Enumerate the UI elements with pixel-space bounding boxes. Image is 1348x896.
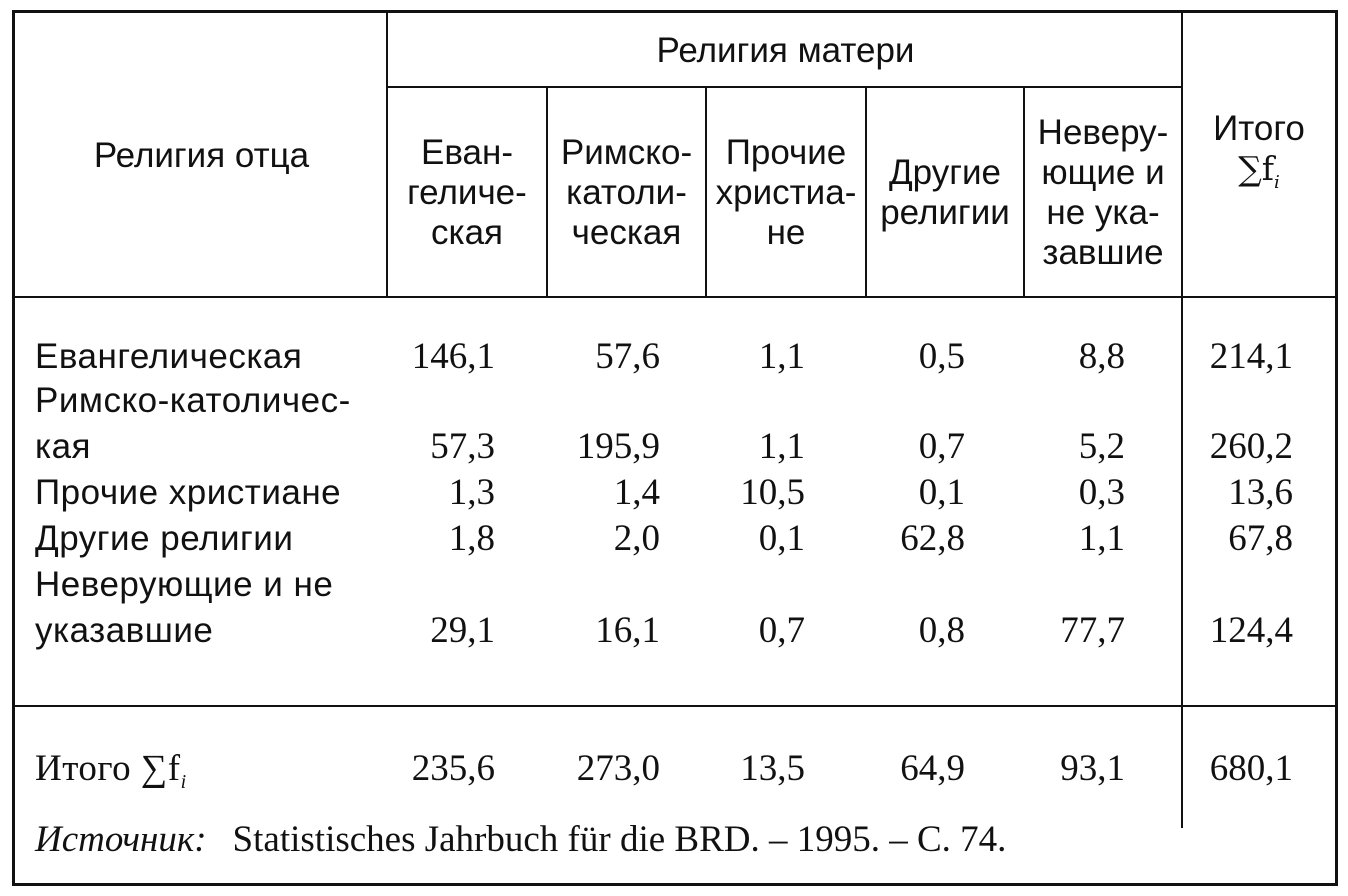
column-header-nonbelievers	[1025, 88, 1181, 298]
table-row	[15, 335, 1335, 379]
sigma-symbol	[1238, 149, 1280, 203]
column-header-other-christians-text: Прочие христиа- не	[715, 133, 857, 252]
row-label: Римско-католичес-	[35, 381, 351, 420]
table-cell: 62,8	[900, 518, 965, 559]
table-cell: 29,1	[430, 610, 495, 651]
sigma-subscript: i	[1274, 171, 1280, 193]
table-cell: 13,6	[1228, 472, 1293, 513]
column-header-catholic-text: Римско- католи- ческая	[560, 133, 693, 252]
table-cell: 0,5	[918, 336, 965, 377]
total-row-label-text: Итого ∑f	[35, 748, 181, 789]
table-row-label-line	[15, 379, 1335, 423]
column-header-nonbelievers-text: Неверу- ющие и не ука- завшие	[1037, 113, 1169, 272]
total-cell: 273,0	[576, 748, 660, 789]
total-row-label	[35, 747, 187, 804]
table-cell: 1,1	[1078, 518, 1125, 559]
table-row	[15, 425, 1335, 469]
table-cell: 57,6	[595, 336, 660, 377]
religion-table	[12, 10, 1338, 886]
table-cell: 260,2	[1209, 426, 1293, 467]
table-cell: 1,1	[758, 336, 805, 377]
table-cell: 8,8	[1078, 336, 1125, 377]
table-cell: 2,0	[613, 518, 660, 559]
table-cell: 16,1	[595, 610, 660, 651]
father-religion-header	[15, 13, 388, 298]
total-row	[15, 747, 1335, 791]
row-label-continued: указавшие	[35, 611, 214, 650]
table-cell: 146,1	[411, 336, 495, 377]
column-header-other-religions-text: Другие религии	[880, 153, 1010, 232]
total-cell: 680,1	[1209, 748, 1293, 789]
table-cell: 0,7	[918, 426, 965, 467]
table-cell: 1,3	[448, 472, 495, 513]
total-cell: 64,9	[900, 748, 965, 789]
table-cell: 0,3	[1078, 472, 1125, 513]
father-religion-header-text: Религия отца	[93, 135, 310, 175]
total-cell: 235,6	[411, 748, 495, 789]
table-cell: 0,8	[918, 610, 965, 651]
row-label: Евангелическая	[35, 337, 303, 376]
table-cell: 0,1	[918, 472, 965, 513]
table-cell: 1,4	[613, 472, 660, 513]
mother-religion-header	[388, 13, 1183, 88]
column-header-other-christians	[707, 88, 865, 298]
table-cell: 1,1	[758, 426, 805, 467]
table-cell: 214,1	[1209, 336, 1293, 377]
row-label: Прочие христиане	[35, 473, 342, 512]
mother-religion-header-text: Религия матери	[656, 30, 915, 70]
table-cell: 10,5	[740, 472, 805, 513]
total-cell: 93,1	[1060, 748, 1125, 789]
row-label-continued: кая	[35, 427, 91, 466]
table-cell: 0,1	[758, 518, 805, 559]
row-label: Другие религии	[35, 519, 294, 558]
total-column-header	[1183, 13, 1335, 298]
row-label: Неверующие и не	[35, 565, 334, 604]
table-cell: 5,2	[1078, 426, 1125, 467]
table-cell: 57,3	[430, 426, 495, 467]
column-header-other-religions	[867, 88, 1023, 298]
table-cell: 195,9	[576, 426, 660, 467]
table-cell: 124,4	[1209, 610, 1293, 651]
table-row	[15, 609, 1335, 653]
table-row	[15, 471, 1335, 515]
column-header-evangelical	[388, 88, 546, 298]
total-top-rule	[15, 705, 1335, 707]
source-note	[35, 818, 1006, 862]
source-text: Statistisches Jahrbuch für die BRD. – 1995. – С. 74.	[232, 819, 1007, 860]
column-header-evangelical-text: Еван- геличе- ская	[407, 133, 527, 252]
total-row-subscript: i	[180, 771, 187, 793]
table-cell: 67,8	[1228, 518, 1293, 559]
table-cell: 77,7	[1060, 610, 1125, 651]
column-header-catholic	[548, 88, 705, 298]
total-cell: 13,5	[740, 748, 805, 789]
table-row	[15, 517, 1335, 561]
table-cell: 0,7	[758, 610, 805, 651]
source-label: Источник:	[35, 819, 207, 860]
table-row-label-line	[15, 563, 1335, 607]
table-cell: 1,8	[448, 518, 495, 559]
total-column-header-word: Итого	[1213, 108, 1305, 148]
sigma-symbol-text: ∑f	[1238, 148, 1274, 188]
